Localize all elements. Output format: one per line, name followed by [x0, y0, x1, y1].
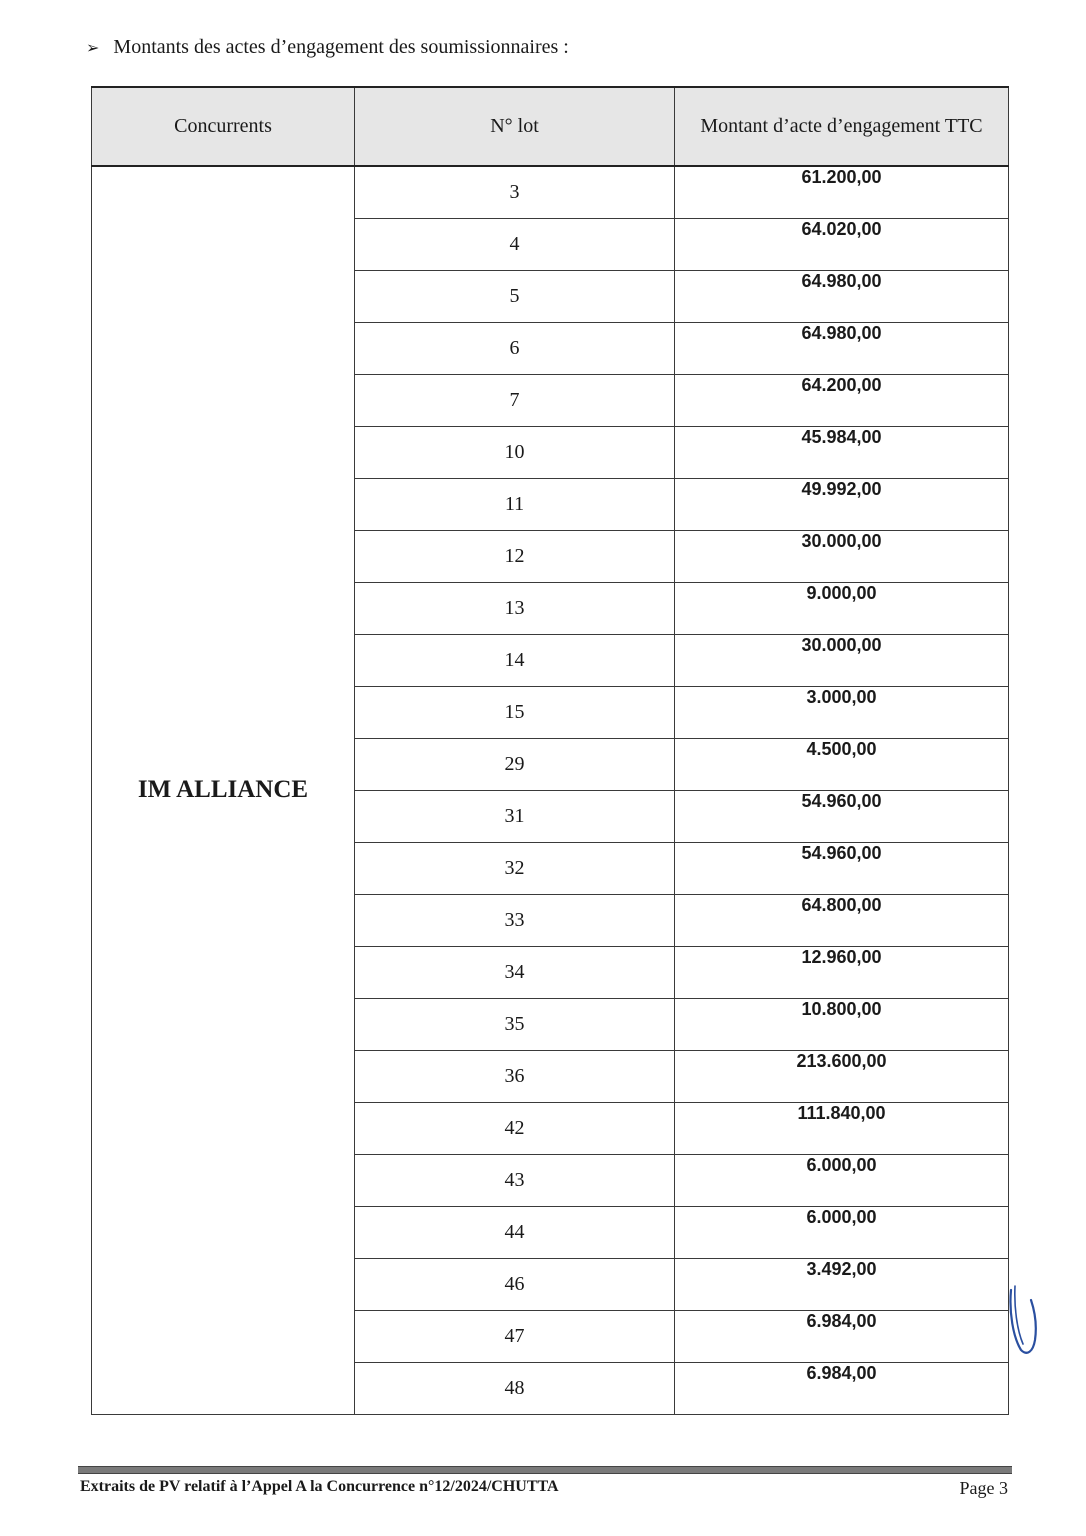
header-amount: Montant d’acte d’engagement TTC	[675, 87, 1009, 166]
lot-number: 3	[355, 166, 675, 218]
lot-number: 32	[355, 842, 675, 894]
amount-value: 64.800,00	[675, 894, 1009, 946]
amount-value: 10.800,00	[675, 998, 1009, 1050]
header-bidders: Concurrents	[92, 87, 355, 166]
amount-value: 4.500,00	[675, 738, 1009, 790]
header-lot-number: N° lot	[355, 87, 675, 166]
amount-value: 111.840,00	[675, 1102, 1009, 1154]
section-heading	[86, 36, 569, 59]
bidder-name: IM ALLIANCE	[92, 166, 355, 1414]
lot-number: 42	[355, 1102, 675, 1154]
lot-number: 13	[355, 582, 675, 634]
lot-number: 11	[355, 478, 675, 530]
amount-value: 61.200,00	[675, 166, 1009, 218]
lot-number: 47	[355, 1310, 675, 1362]
table-row	[92, 166, 1009, 218]
amount-value: 54.960,00	[675, 842, 1009, 894]
amount-value: 9.000,00	[675, 582, 1009, 634]
lot-number: 6	[355, 322, 675, 374]
amount-value: 45.984,00	[675, 426, 1009, 478]
footer-reference: Extraits de PV relatif à l’Appel A la Concurrence n°12/2024/CHUTTA	[80, 1478, 559, 1495]
lot-number: 34	[355, 946, 675, 998]
footer-divider	[78, 1466, 1012, 1474]
amount-value: 64.020,00	[675, 218, 1009, 270]
lot-number: 14	[355, 634, 675, 686]
lot-number: 43	[355, 1154, 675, 1206]
amount-value: 30.000,00	[675, 634, 1009, 686]
section-heading-text: Montants des actes d’engagement des soumissionnaires :	[113, 36, 569, 58]
amount-value: 64.980,00	[675, 270, 1009, 322]
amount-value: 3.492,00	[675, 1258, 1009, 1310]
lot-number: 36	[355, 1050, 675, 1102]
amount-value: 6.984,00	[675, 1362, 1009, 1414]
table-header-row	[92, 87, 1009, 166]
amount-value: 213.600,00	[675, 1050, 1009, 1102]
page-number: Page 3	[959, 1478, 1008, 1498]
lot-number: 12	[355, 530, 675, 582]
handwritten-initials	[1005, 1282, 1045, 1362]
amount-value: 6.000,00	[675, 1154, 1009, 1206]
lot-number: 35	[355, 998, 675, 1050]
bids-table	[91, 86, 1009, 1415]
amount-value: 64.980,00	[675, 322, 1009, 374]
lot-number: 15	[355, 686, 675, 738]
lot-number: 29	[355, 738, 675, 790]
lot-number: 44	[355, 1206, 675, 1258]
amount-value: 30.000,00	[675, 530, 1009, 582]
amount-value: 3.000,00	[675, 686, 1009, 738]
lot-number: 10	[355, 426, 675, 478]
lot-number: 7	[355, 374, 675, 426]
amount-value: 64.200,00	[675, 374, 1009, 426]
amount-value: 6.984,00	[675, 1310, 1009, 1362]
lot-number: 33	[355, 894, 675, 946]
lot-number: 46	[355, 1258, 675, 1310]
amount-value: 49.992,00	[675, 478, 1009, 530]
lot-number: 48	[355, 1362, 675, 1414]
amount-value: 12.960,00	[675, 946, 1009, 998]
lot-number: 4	[355, 218, 675, 270]
lot-number: 31	[355, 790, 675, 842]
amount-value: 54.960,00	[675, 790, 1009, 842]
lot-number: 5	[355, 270, 675, 322]
amount-value: 6.000,00	[675, 1206, 1009, 1258]
arrow-bullet-icon: ➢	[86, 39, 100, 57]
